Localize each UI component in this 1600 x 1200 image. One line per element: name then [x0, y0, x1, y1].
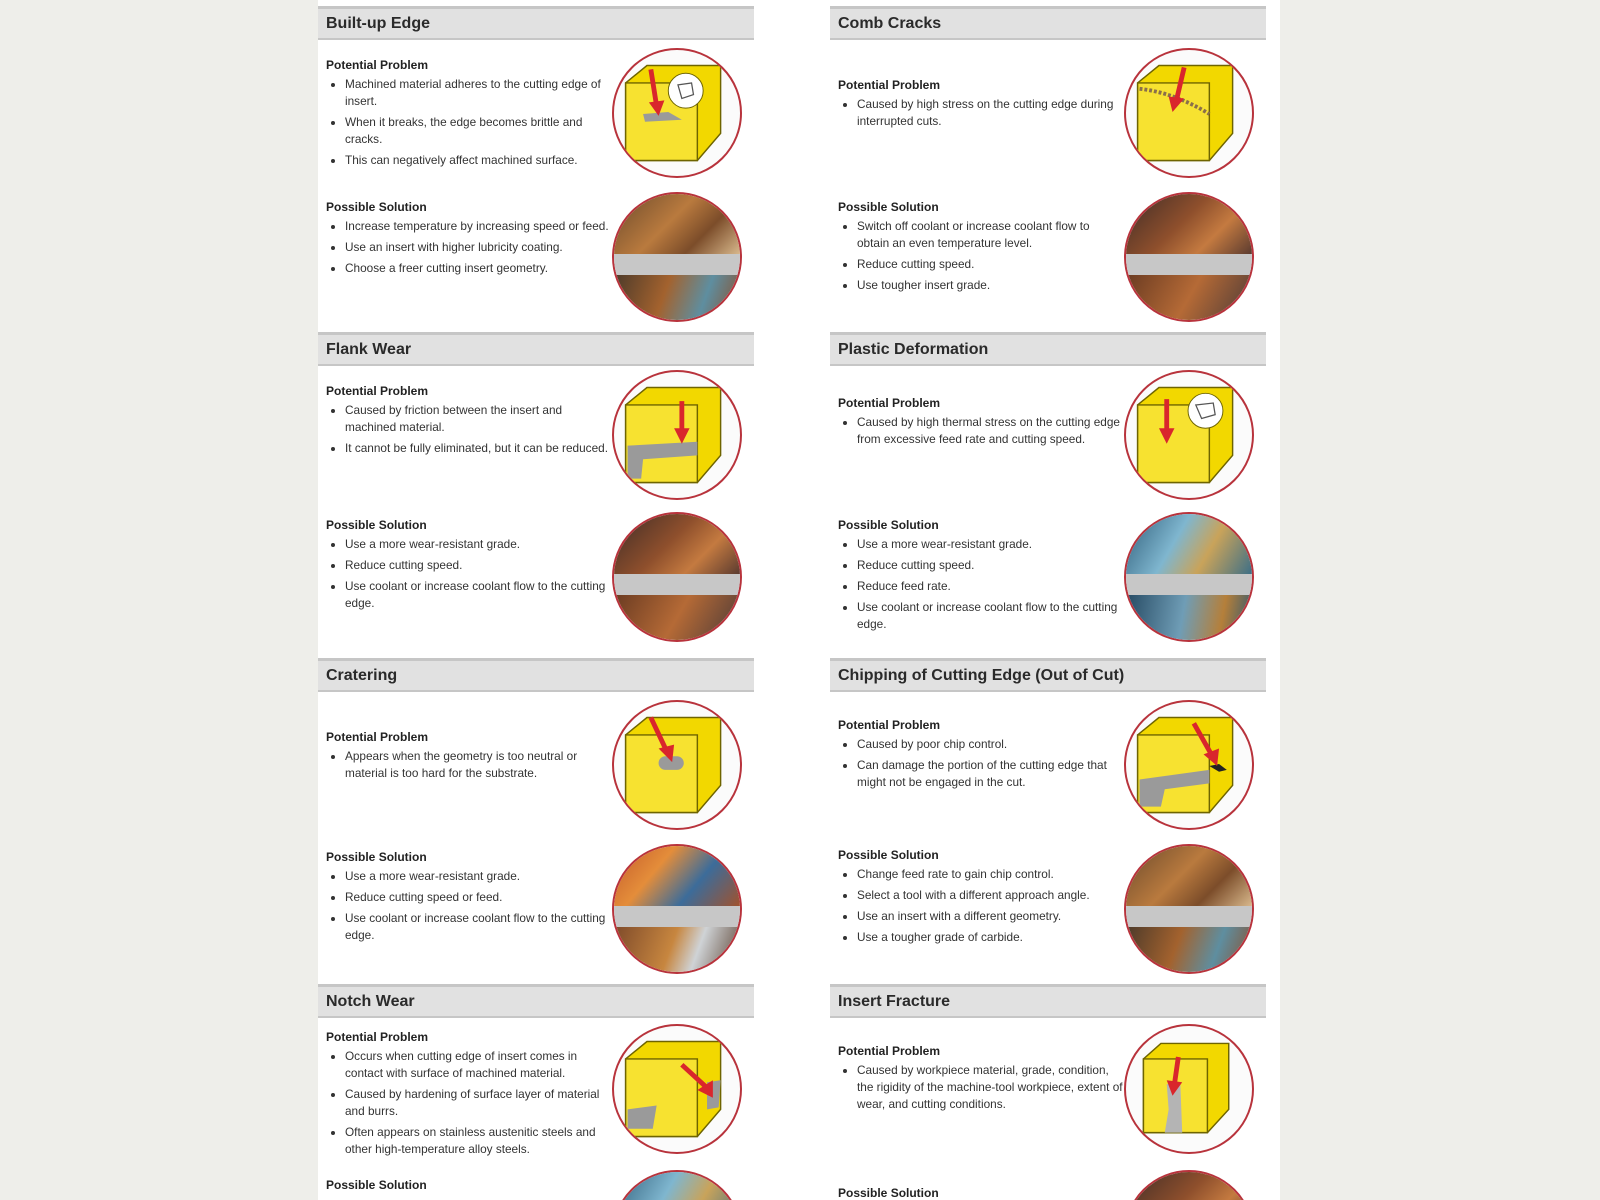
solution-section	[326, 1178, 611, 1196]
problem-heading: Potential Problem	[326, 58, 429, 72]
list-item: • This can negatively affect machined surface.	[345, 152, 611, 169]
card-chipping-of-cutting-edge	[830, 652, 1266, 974]
problem-heading: Potential Problem	[326, 384, 429, 398]
problem-section	[326, 58, 611, 173]
list-item: • Caused by high thermal stress on the cutting edge from excessive feed rate and cutting speed.	[857, 414, 1123, 448]
problem-section	[838, 78, 1123, 134]
solution-section	[838, 518, 1123, 637]
wear-photo	[612, 192, 742, 322]
solution-heading: Possible Solution	[838, 1186, 939, 1200]
list-item: • It cannot be fully eliminated, but it can be reduced.	[345, 440, 611, 457]
problem-list	[326, 402, 611, 457]
solution-heading: Possible Solution	[838, 848, 939, 862]
list-item: • Use coolant or increase coolant flow to the cutting edge.	[857, 599, 1123, 633]
solution-section	[326, 850, 611, 948]
problem-section	[326, 1030, 611, 1162]
insert-diagram-icon	[1124, 700, 1254, 830]
solution-heading: Possible Solution	[326, 200, 427, 214]
list-item: • Select a tool with a different approach angle.	[857, 887, 1123, 904]
card-title: Notch Wear	[318, 984, 754, 1018]
list-item: • Can damage the portion of the cutting edge that might not be engaged in the cut.	[857, 757, 1123, 791]
insert-diagram-icon	[1124, 370, 1254, 500]
problem-list	[838, 96, 1123, 130]
reference-sheet	[318, 0, 1280, 1200]
solution-section	[326, 200, 611, 281]
card-cratering	[318, 652, 754, 974]
problem-list	[838, 1062, 1123, 1113]
wear-photo	[612, 1170, 742, 1200]
problem-list	[838, 736, 1123, 791]
card-comb-cracks	[830, 0, 1266, 322]
card-title: Insert Fracture	[830, 984, 1266, 1018]
list-item: • Often appears on stainless austenitic steels and other high-temperature alloy steels.	[345, 1124, 611, 1158]
card-title: Comb Cracks	[830, 6, 1266, 40]
problem-section	[326, 730, 611, 786]
list-item: • Use coolant or increase coolant flow to the cutting edge.	[345, 578, 611, 612]
insert-diagram-icon	[1124, 48, 1254, 178]
insert-diagram-icon	[612, 370, 742, 500]
list-item: • Use a more wear-resistant grade.	[345, 868, 611, 885]
list-item: • Reduce cutting speed or feed.	[345, 889, 611, 906]
list-item: • Use a tougher grade of carbide.	[857, 929, 1123, 946]
solution-heading: Possible Solution	[326, 850, 427, 864]
problem-list	[326, 748, 611, 782]
card-flank-wear	[318, 326, 754, 648]
solution-section	[326, 518, 611, 616]
solution-section	[838, 848, 1123, 950]
list-item: • Use a more wear-resistant grade.	[857, 536, 1123, 553]
list-item: • Choose a freer cutting insert geometry.	[345, 260, 611, 277]
insert-diagram-icon	[612, 1024, 742, 1154]
solution-section	[838, 1186, 1123, 1200]
wear-photo	[1124, 192, 1254, 322]
list-item: • When it breaks, the edge becomes brittle and cracks.	[345, 114, 611, 148]
problem-list	[326, 1048, 611, 1158]
problem-heading: Potential Problem	[326, 730, 429, 744]
list-item: • Use coolant or increase coolant flow to the cutting edge.	[345, 910, 611, 944]
problem-heading: Potential Problem	[838, 1044, 941, 1058]
list-item: • Appears when the geometry is too neutral or material is too hard for the substrate.	[345, 748, 611, 782]
wear-photo	[1124, 512, 1254, 642]
insert-diagram-icon	[1124, 1024, 1254, 1154]
list-item: • Caused by high stress on the cutting edge during interrupted cuts.	[857, 96, 1123, 130]
solution-heading: Possible Solution	[838, 200, 939, 214]
card-built-up-edge	[318, 0, 754, 322]
solution-list	[838, 536, 1123, 633]
card-insert-fracture	[830, 978, 1266, 1200]
solution-heading: Possible Solution	[838, 518, 939, 532]
solution-list	[326, 868, 611, 944]
card-title: Built-up Edge	[318, 6, 754, 40]
card-title: Cratering	[318, 658, 754, 692]
list-item: • Use a more wear-resistant grade.	[345, 536, 611, 553]
list-item: • Caused by friction between the insert and machined material.	[345, 402, 611, 436]
card-notch-wear	[318, 978, 754, 1200]
list-item: • Use an insert with a different geometry.	[857, 908, 1123, 925]
list-item: • Machined material adheres to the cutting edge of insert.	[345, 76, 611, 110]
problem-section	[838, 718, 1123, 795]
insert-diagram-icon	[612, 700, 742, 830]
problem-heading: Potential Problem	[326, 1030, 429, 1044]
insert-diagram-icon	[612, 48, 742, 178]
list-item: • Reduce cutting speed.	[857, 256, 1123, 273]
list-item: • Reduce cutting speed.	[345, 557, 611, 574]
problem-section	[838, 396, 1123, 452]
solution-list	[326, 536, 611, 612]
solution-list	[326, 218, 611, 277]
problem-list	[326, 76, 611, 169]
card-title: Flank Wear	[318, 332, 754, 366]
list-item: • Switch off coolant or increase coolant flow to obtain an even temperature level.	[857, 218, 1123, 252]
card-title: Chipping of Cutting Edge (Out of Cut)	[830, 658, 1266, 692]
list-item: • Caused by poor chip control.	[857, 736, 1123, 753]
list-item: • Use an insert with higher lubricity coating.	[345, 239, 611, 256]
problem-section	[326, 384, 611, 461]
wear-photo	[612, 844, 742, 974]
solution-list	[838, 218, 1123, 294]
list-item: • Reduce feed rate.	[857, 578, 1123, 595]
card-plastic-deformation	[830, 326, 1266, 648]
solution-list	[838, 866, 1123, 946]
solution-section	[838, 200, 1123, 298]
list-item: • Occurs when cutting edge of insert comes in contact with surface of machined material.	[345, 1048, 611, 1082]
problem-heading: Potential Problem	[838, 78, 941, 92]
list-item: • Reduce cutting speed.	[857, 557, 1123, 574]
problem-section	[838, 1044, 1123, 1117]
problem-list	[838, 414, 1123, 448]
wear-photo	[1124, 844, 1254, 974]
problem-heading: Potential Problem	[838, 718, 941, 732]
problem-heading: Potential Problem	[838, 396, 941, 410]
list-item: • Caused by hardening of surface layer of material and burrs.	[345, 1086, 611, 1120]
list-item: • Use tougher insert grade.	[857, 277, 1123, 294]
wear-photo	[1124, 1170, 1254, 1200]
solution-heading: Possible Solution	[326, 518, 427, 532]
wear-photo	[612, 512, 742, 642]
solution-heading: Possible Solution	[326, 1178, 427, 1192]
list-item: • Caused by workpiece material, grade, condition, the rigidity of the machine-tool workpiece, extent of wear, and cutting conditions.	[857, 1062, 1123, 1113]
card-title: Plastic Deformation	[830, 332, 1266, 366]
list-item: • Change feed rate to gain chip control.	[857, 866, 1123, 883]
list-item: • Increase temperature by increasing speed or feed.	[345, 218, 611, 235]
